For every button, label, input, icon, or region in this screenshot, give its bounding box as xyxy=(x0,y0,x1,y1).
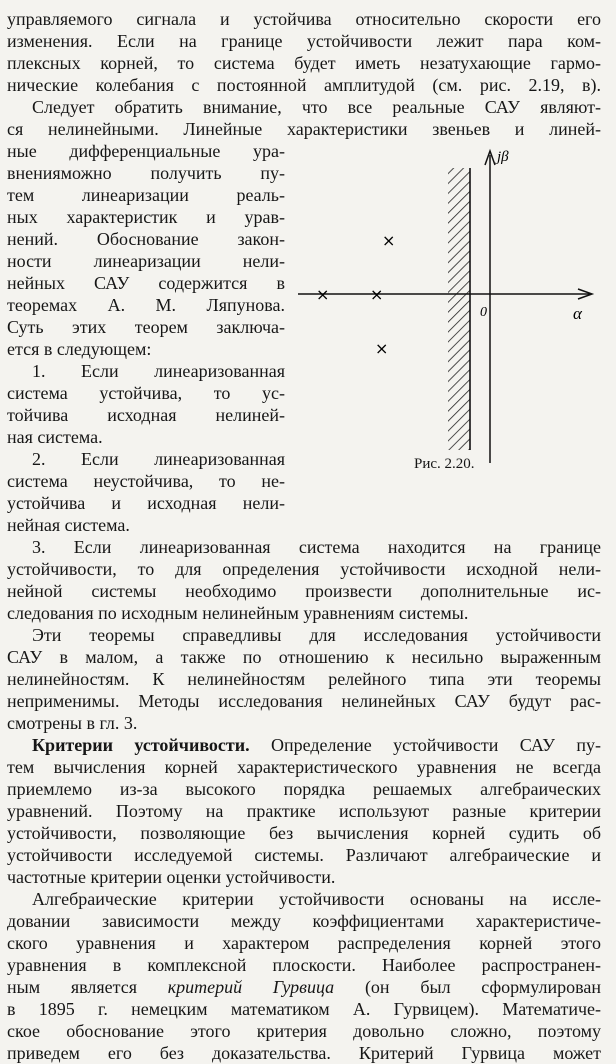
imaginary-axis-label: jβ xyxy=(497,149,509,165)
text-line: плексных корней, то система будет иметь незатухающие гармо- xyxy=(7,53,601,73)
term-hurwitz: критерий Гурвица xyxy=(167,977,335,997)
text-line: 3. Если линеаризованная система находится на границе xyxy=(32,537,601,557)
text-line: нейной системы необходимо произвести дополнительные ис- xyxy=(7,581,601,601)
text-line: устойчивости исследуемой системы. Различают алгебраические и xyxy=(7,845,601,865)
root-marker: × xyxy=(316,285,330,304)
text-line: ности линеаризации нели- xyxy=(7,251,285,271)
text-line: 1. Если линеаризованная xyxy=(32,361,285,381)
text-line-part: ным является xyxy=(7,977,138,997)
text-line: теоремах А. М. Ляпунова. xyxy=(7,295,285,315)
text-line: довании зависимости между коэффициентами характеристиче- xyxy=(7,911,601,931)
text-line: нений. Обоснование закон- xyxy=(7,229,285,249)
text-line: в 1895 г. немецким математиком А. Гурвицем). Математиче- xyxy=(7,999,601,1019)
text-line: частотные критерии оценки устойчивости. xyxy=(7,867,336,887)
text-line-rest: Определение устойчивости САУ пу- xyxy=(271,735,602,755)
text-line: управляемого сигнала и устойчива относительно скорости его xyxy=(7,9,601,29)
text-line: следования по исходным нелинейным уравнениям системы. xyxy=(7,603,469,623)
figure-caption: Рис. 2.20. xyxy=(414,456,475,472)
figure-2-20 xyxy=(290,143,612,473)
root-plane-diagram xyxy=(290,143,612,473)
text-line: ных характеристик и урав- xyxy=(7,207,285,227)
text-line: ся нелинейными. Линейные характеристики звеньев и линей- xyxy=(7,119,601,139)
origin-label: 0 xyxy=(480,305,487,320)
text-line xyxy=(32,734,601,756)
text-line: нические колебания с постоянной амплитудой (см. рис. 2.19, в). xyxy=(7,75,601,95)
text-line: уравнений. Поэтому на практике используют разные критерии xyxy=(7,801,601,821)
text-line: неприменимы. Методы исследования нелинейных САУ будут рас- xyxy=(7,691,601,711)
text-line: устойчива и исходная нели- xyxy=(7,493,285,513)
text-line: система неустойчива, то не- xyxy=(7,471,285,491)
text-line: Эти теоремы справедливы для исследования устойчивости xyxy=(32,625,601,645)
text-line: изменения. Если на границе устойчивости лежит пара ком- xyxy=(7,31,601,51)
real-axis-label: α xyxy=(573,304,582,323)
stability-boundary-hatch xyxy=(448,168,470,450)
text-line: приемлемо из-за высокого порядка решаемых алгебраических xyxy=(7,779,601,799)
text-line: тойчива исходная нелиней- xyxy=(7,405,285,425)
text-line: смотрены в гл. 3. xyxy=(7,713,138,733)
text-line: тем вычисления корней характеристического уравнения не всегда xyxy=(7,757,601,777)
text-line: устойчивости, позволяющие без вычисления корней судить об xyxy=(7,823,601,843)
root-marker: × xyxy=(375,339,389,358)
text-line: Алгебраические критерии устойчивости основаны на иссле- xyxy=(32,889,601,909)
text-line: ная система. xyxy=(7,427,103,447)
text-line: тем линеаризации реаль- xyxy=(7,185,285,205)
root-marker: × xyxy=(370,285,384,304)
text-line: Суть этих теорем заключа- xyxy=(7,317,285,337)
text-line: 2. Если линеаризованная xyxy=(32,449,285,469)
text-line: САУ в малом, а также по отношению к несильно выраженным xyxy=(7,647,601,667)
text-line: Следует обратить внимание, что все реальные САУ являют- xyxy=(32,97,601,117)
text-line: ется в следующем: xyxy=(7,339,152,359)
root-marker: × xyxy=(382,231,396,250)
text-line: вненияможно получить пу- xyxy=(7,163,285,183)
text-line: нейных САУ содержится в xyxy=(7,273,285,293)
text-line: ское обоснование этого критерия довольно сложно, поэтому xyxy=(7,1021,601,1041)
text-line: устойчивости, то для определения устойчивости исходной нели- xyxy=(7,559,601,579)
text-line-part: (он был сформулирован xyxy=(364,977,601,997)
text-line: уравнения в комплексной плоскости. Наиболее распространен- xyxy=(7,955,601,975)
text-line: нелинейностям. К нелинейностям релейного типа эти теоремы xyxy=(7,669,601,689)
text-line: ные дифференциальные ура- xyxy=(7,141,285,161)
text-line: приведем его без доказательства. Критерий Гурвица может xyxy=(7,1043,601,1063)
text-line xyxy=(7,976,601,998)
text-line: система устойчива, то ус- xyxy=(7,383,285,403)
section-heading: Критерии устойчивости. xyxy=(32,735,250,755)
text-line: нейная система. xyxy=(7,515,130,535)
text-line: ского уравнения и характером распределения корней этого xyxy=(7,933,601,953)
